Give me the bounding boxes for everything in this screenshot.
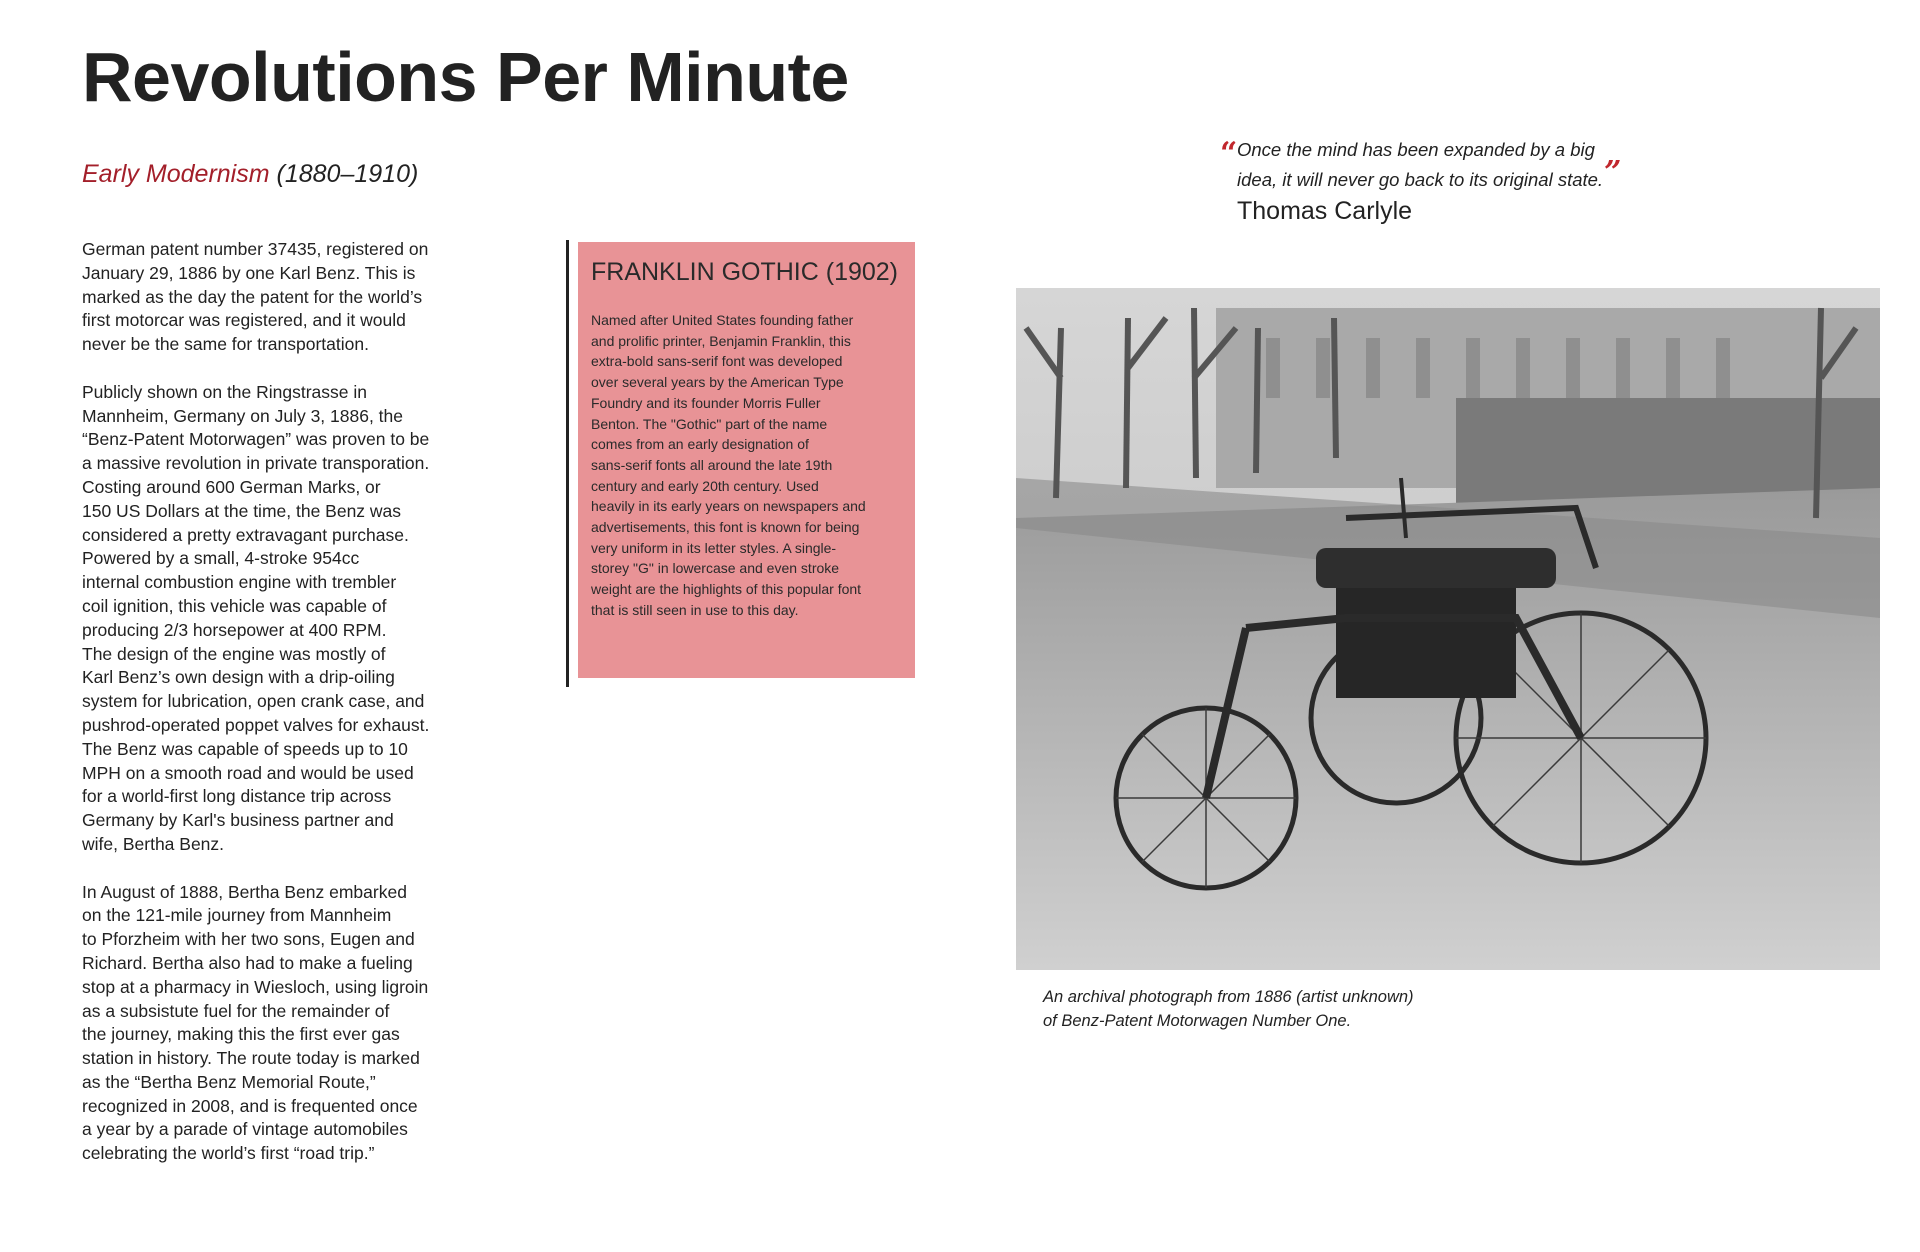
quote-author: Thomas Carlyle <box>1237 197 1413 225</box>
sidebar-divider <box>566 240 569 687</box>
subtitle-dates: (1880–1910) <box>276 160 419 188</box>
quote-body: Once the mind has been expanded by a big idea, it will never go back to its original state. <box>1237 139 1604 190</box>
pull-quote <box>1218 137 1658 226</box>
open-quote-icon: “ <box>1220 136 1238 171</box>
article-body <box>82 238 482 1190</box>
close-quote-icon: ” <box>1604 155 1622 190</box>
body-paragraph: In August of 1888, Bertha Benz embarked on the 121-mile journey from Mannheim to Pforzheim with her two sons, Eugen and Richard. Bertha also had to make a fueling stop at a pharmacy in Wiesloch, using ligroin as a subsistute fuel for the remainder of the journey, making this the first ever gas station in history. The route today is marked as the “Bertha Benz Memorial Route,” recognized in 2008, and is frequented once a year by a parade of vintage automobiles celebrating the world’s first “road trip.” <box>82 881 429 1164</box>
photo-caption: An archival photograph from 1886 (artist unknown) of Benz-Patent Motorwagen Number One. <box>1043 988 1414 1030</box>
motorwagen-photo <box>1016 288 1880 970</box>
body-paragraph: German patent number 37435, registered on January 29, 1886 by one Karl Benz. This is marked as the day the patent for the world’s first motorcar was registered, and it would never be the same for transportation. <box>82 239 429 355</box>
subtitle-era: Early Modernism <box>82 160 270 188</box>
sidebar-title: FRANKLIN GOTHIC (1902) <box>591 258 899 286</box>
page-title: Revolutions Per Minute <box>82 38 849 116</box>
quote-text <box>1237 137 1658 192</box>
page-subtitle <box>82 158 418 190</box>
photo-illustration <box>1016 288 1880 970</box>
sidebar-text: Named after United States founding father and prolific printer, Benjamin Franklin, this extra-bold sans-serif font was developed over several years by the American Type Foundry and its founder Morris Fuller Benton. The "Gothic" part of the name comes from an early designation of sans-serif fonts all around the late 19th century and early 20th century. Used heavily in its early years on newspapers and advertisements, this font is known for being very uniform in its letter styles. A single- storey "G" in lowercase and even stroke weight are the highlights of this popular font that is still seen in use to this day. <box>591 312 866 618</box>
body-paragraph: Publicly shown on the Ringstrasse in Mannheim, Germany on July 3, 1886, the “Benz-Patent Motorwagen” was proven to be a massive revolution in private transporation. Costing around 600 German Marks, or 150 US Dollars at the time, the Benz was considered a pretty extravagant purchase. Powered by a small, 4-stroke 954cc internal combustion engine with trembler coil ignition, this vehicle was capable of producing 2/3 horsepower at 400 RPM. The design of the engine was mostly of Karl Benz’s own design with a drip-oiling system for lubrication, open crank case, and pushrod-operated poppet valves for exhaust. The Benz was capable of speeds up to 10 MPH on a smooth road and would be used for a world-first long distance trip across Germany by Karl's business partner and wife, Bertha Benz. <box>82 381 430 854</box>
sidebar-box <box>578 242 915 678</box>
